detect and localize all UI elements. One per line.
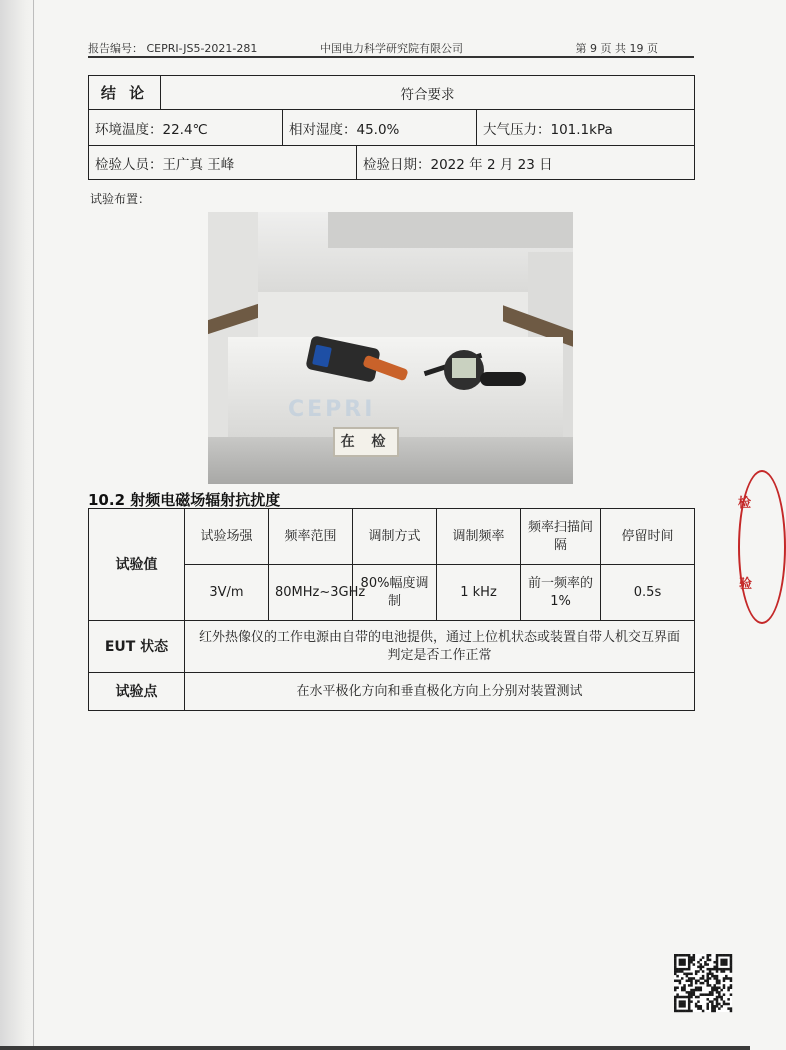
test-setup-photo [208,212,573,484]
table-cell: 80%幅度调制 [353,565,437,621]
page-fold-line [33,0,34,1050]
test-value-label: 试验值 [89,509,185,621]
column-header: 频率范围 [269,509,353,565]
organization-name: 中国电力科学研究院有限公司 [320,42,463,55]
inspectors: 检验人员：王广真 王峰 [89,146,357,180]
column-header: 停留时间 [601,509,695,565]
page-number: 第 9 页 共 19 页 [575,42,658,55]
stamp-glyph: 检 [738,496,752,511]
table-cell: 前一频率的 1% [521,565,601,621]
stamp-glyph: 验 [739,577,753,592]
header-rule [88,56,694,58]
table-cell: 80MHz~3GHz [269,565,353,621]
page-bottom-edge [0,1046,750,1050]
photo-test-table [228,337,563,437]
test-date: 检验日期：2022 年 2 月 23 日 [357,146,695,180]
column-header: 频率扫描间隔 [521,509,601,565]
report-id: 报告编号： CEPRI-JS5-2021-281 [88,42,258,55]
table-cell: 3V/m [185,565,269,621]
page-binding-shadow [0,0,36,1050]
under-test-sign: 在 检 [333,427,399,457]
table-cell: 0.5s [601,565,695,621]
photo-ceiling-panel [328,212,573,248]
relative-humidity: 相对湿度：45.0% [283,110,477,146]
column-header: 调制频率 [437,509,521,565]
test-point-label: 试验点 [89,673,185,711]
column-header: 调制方式 [353,509,437,565]
table-cell: 1 kHz [437,565,521,621]
column-header: 试验场强 [185,509,269,565]
test-parameters-table [88,508,695,711]
conclusion-value: 符合要求 [161,76,695,110]
photo-watermark: CEPRI [288,397,376,422]
conclusion-label: 结 论 [89,76,161,110]
ambient-temperature: 环境温度：22.4℃ [89,110,283,146]
atmospheric-pressure: 大气压力：101.1kPa [477,110,695,146]
eut-status-label: EUT 状态 [89,621,185,673]
qr-code [674,954,732,1012]
test-layout-label: 试验布置： [90,192,151,206]
summary-table [88,75,695,180]
eut-status-text: 红外热像仪的工作电源由自带的电池提供，通过上位机状态或装置自带人机交互界面判定是否工作正常 [185,621,695,673]
thermometer-grip [480,372,526,386]
section-title: 10.2 射频电磁场辐射抗扰度 [88,491,281,509]
test-point-text: 在水平极化方向和垂直极化方向上分别对装置测试 [185,673,695,711]
thermometer-display [452,358,476,378]
page-header [88,40,694,56]
